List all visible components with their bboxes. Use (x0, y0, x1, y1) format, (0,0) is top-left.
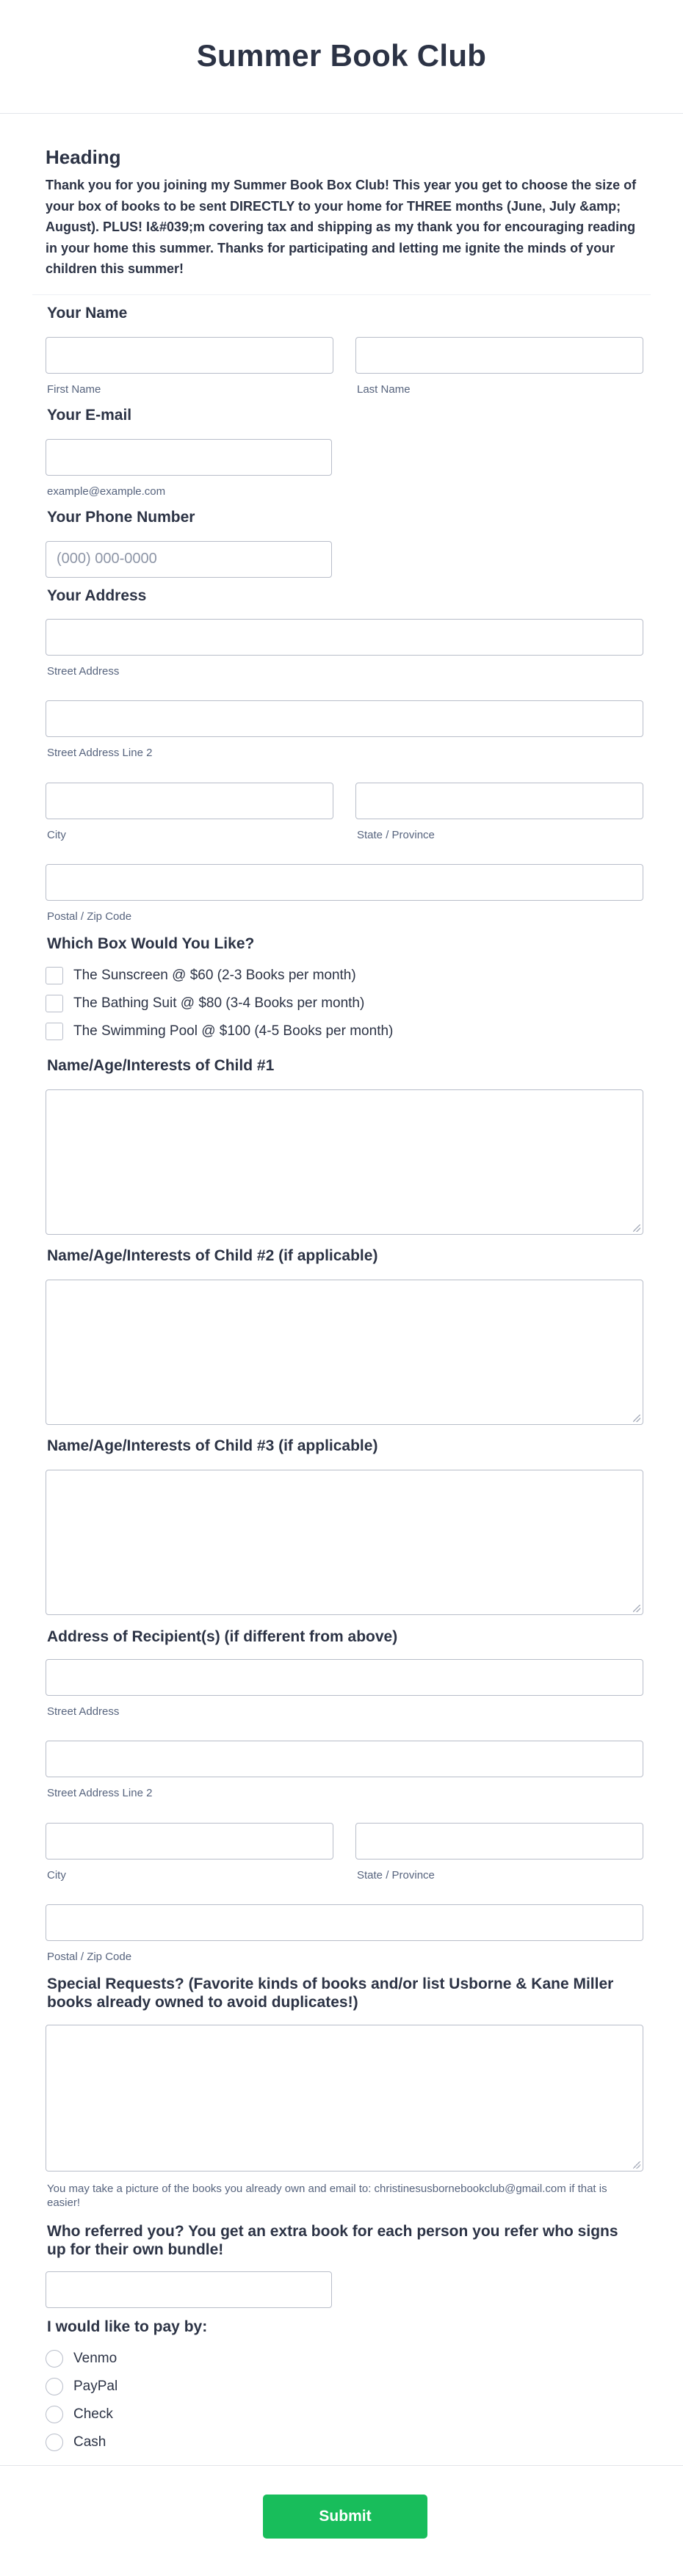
recipient-street-sublabel: Street Address (47, 1705, 120, 1718)
resize-handle-icon[interactable] (633, 1415, 640, 1422)
state-sublabel: State / Province (357, 829, 435, 841)
child2-textarea[interactable] (46, 1280, 643, 1425)
payment-radio[interactable] (46, 2406, 63, 2423)
first-name-sublabel: First Name (47, 383, 101, 396)
phone-placeholder: (000) 000-0000 (57, 551, 157, 567)
first-name-input[interactable] (46, 337, 333, 374)
child2-label: Name/Age/Interests of Child #2 (if applicable) (47, 1247, 378, 1264)
recipient-label: Address of Recipient(s) (if different from above) (47, 1628, 398, 1645)
street-address-2-sublabel: Street Address Line 2 (47, 747, 153, 759)
referral-label: Who referred you? You get an extra book for each person you refer who signs up for their own bundle! (47, 2223, 618, 2258)
intro-text: Thank you for you joining my Summer Book Box Club! This year you get to choose the size of your box of books to be sent DIRECTLY to your home for THREE months (June, July &amp; August). PLUS! I&#039;m covering tax and shipping as my thank you for encouraging reading in your home this summer. Thanks for participating and letting me ignite the minds of your children this summer! (46, 178, 637, 276)
email-input[interactable] (46, 439, 332, 476)
submit-button[interactable]: Submit (263, 2495, 427, 2539)
recipient-city-sublabel: City (47, 1869, 66, 1882)
resize-handle-icon[interactable] (633, 1224, 640, 1232)
payment-radio[interactable] (46, 2434, 63, 2451)
child3-textarea[interactable] (46, 1470, 643, 1615)
child1-label: Name/Age/Interests of Child #1 (47, 1057, 275, 1074)
child1-textarea[interactable] (46, 1089, 643, 1235)
recipient-zip-input[interactable] (46, 1904, 643, 1941)
special-requests-note: You may take a picture of the books you already own and email to: christinesusbornebookclub@gmail.com if that is easier! (47, 2183, 607, 2209)
box-option-label[interactable]: The Bathing Suit @ $80 (3-4 Books per month) (73, 995, 365, 1011)
phone-label: Your Phone Number (47, 509, 195, 526)
zip-sublabel: Postal / Zip Code (47, 910, 132, 923)
resize-handle-icon[interactable] (633, 2161, 640, 2169)
child3-label: Name/Age/Interests of Child #3 (if applicable) (47, 1437, 378, 1454)
box-option-checkbox[interactable] (46, 1023, 63, 1040)
box-option-checkbox[interactable] (46, 995, 63, 1012)
box-option-label[interactable]: The Swimming Pool @ $100 (4-5 Books per month) (73, 1023, 394, 1039)
payment-option-label[interactable]: PayPal (73, 2379, 118, 2394)
form-title: Summer Book Club (196, 38, 487, 73)
last-name-sublabel: Last Name (357, 383, 411, 396)
box-option-checkbox[interactable] (46, 967, 63, 984)
last-name-input[interactable] (355, 337, 643, 374)
recipient-state-input[interactable] (355, 1823, 643, 1860)
special-requests-textarea[interactable] (46, 2025, 643, 2172)
recipient-street-2-input[interactable] (46, 1741, 643, 1777)
payment-option-label[interactable]: Venmo (73, 2351, 118, 2366)
city-input[interactable] (46, 783, 333, 819)
recipient-state-sublabel: State / Province (357, 1869, 435, 1882)
box-option-label[interactable]: The Sunscreen @ $60 (2-3 Books per month) (73, 968, 356, 983)
intro-heading: Heading (46, 146, 121, 168)
referral-input[interactable] (46, 2271, 332, 2308)
resize-handle-icon[interactable] (633, 1605, 640, 1612)
payment-option-label[interactable]: Check (73, 2406, 113, 2422)
zip-input[interactable] (46, 864, 643, 901)
special-requests-label: Special Requests? (Favorite kinds of books and/or list Usborne & Kane Miller books already owned to avoid duplicates!) (47, 1975, 614, 2011)
street-address-2-input[interactable] (46, 700, 643, 737)
recipient-street-2-sublabel: Street Address Line 2 (47, 1787, 153, 1799)
email-sublabel: example@example.com (47, 485, 166, 498)
payment-radio[interactable] (46, 2378, 63, 2395)
name-label: Your Name (47, 305, 128, 322)
payment-label: I would like to pay by: (47, 2318, 208, 2335)
city-sublabel: City (47, 829, 66, 841)
box-label: Which Box Would You Like? (47, 935, 255, 952)
street-address-input[interactable] (46, 619, 643, 656)
recipient-zip-sublabel: Postal / Zip Code (47, 1951, 132, 1963)
payment-radio[interactable] (46, 2350, 63, 2368)
recipient-street-input[interactable] (46, 1659, 643, 1696)
address-label: Your Address (47, 587, 147, 604)
state-input[interactable] (355, 783, 643, 819)
divider (32, 294, 651, 295)
email-label: Your E-mail (47, 407, 132, 424)
form-header (0, 0, 683, 114)
payment-option-label[interactable]: Cash (73, 2434, 106, 2450)
recipient-city-input[interactable] (46, 1823, 333, 1860)
phone-input[interactable] (46, 541, 332, 578)
street-address-sublabel: Street Address (47, 665, 120, 678)
